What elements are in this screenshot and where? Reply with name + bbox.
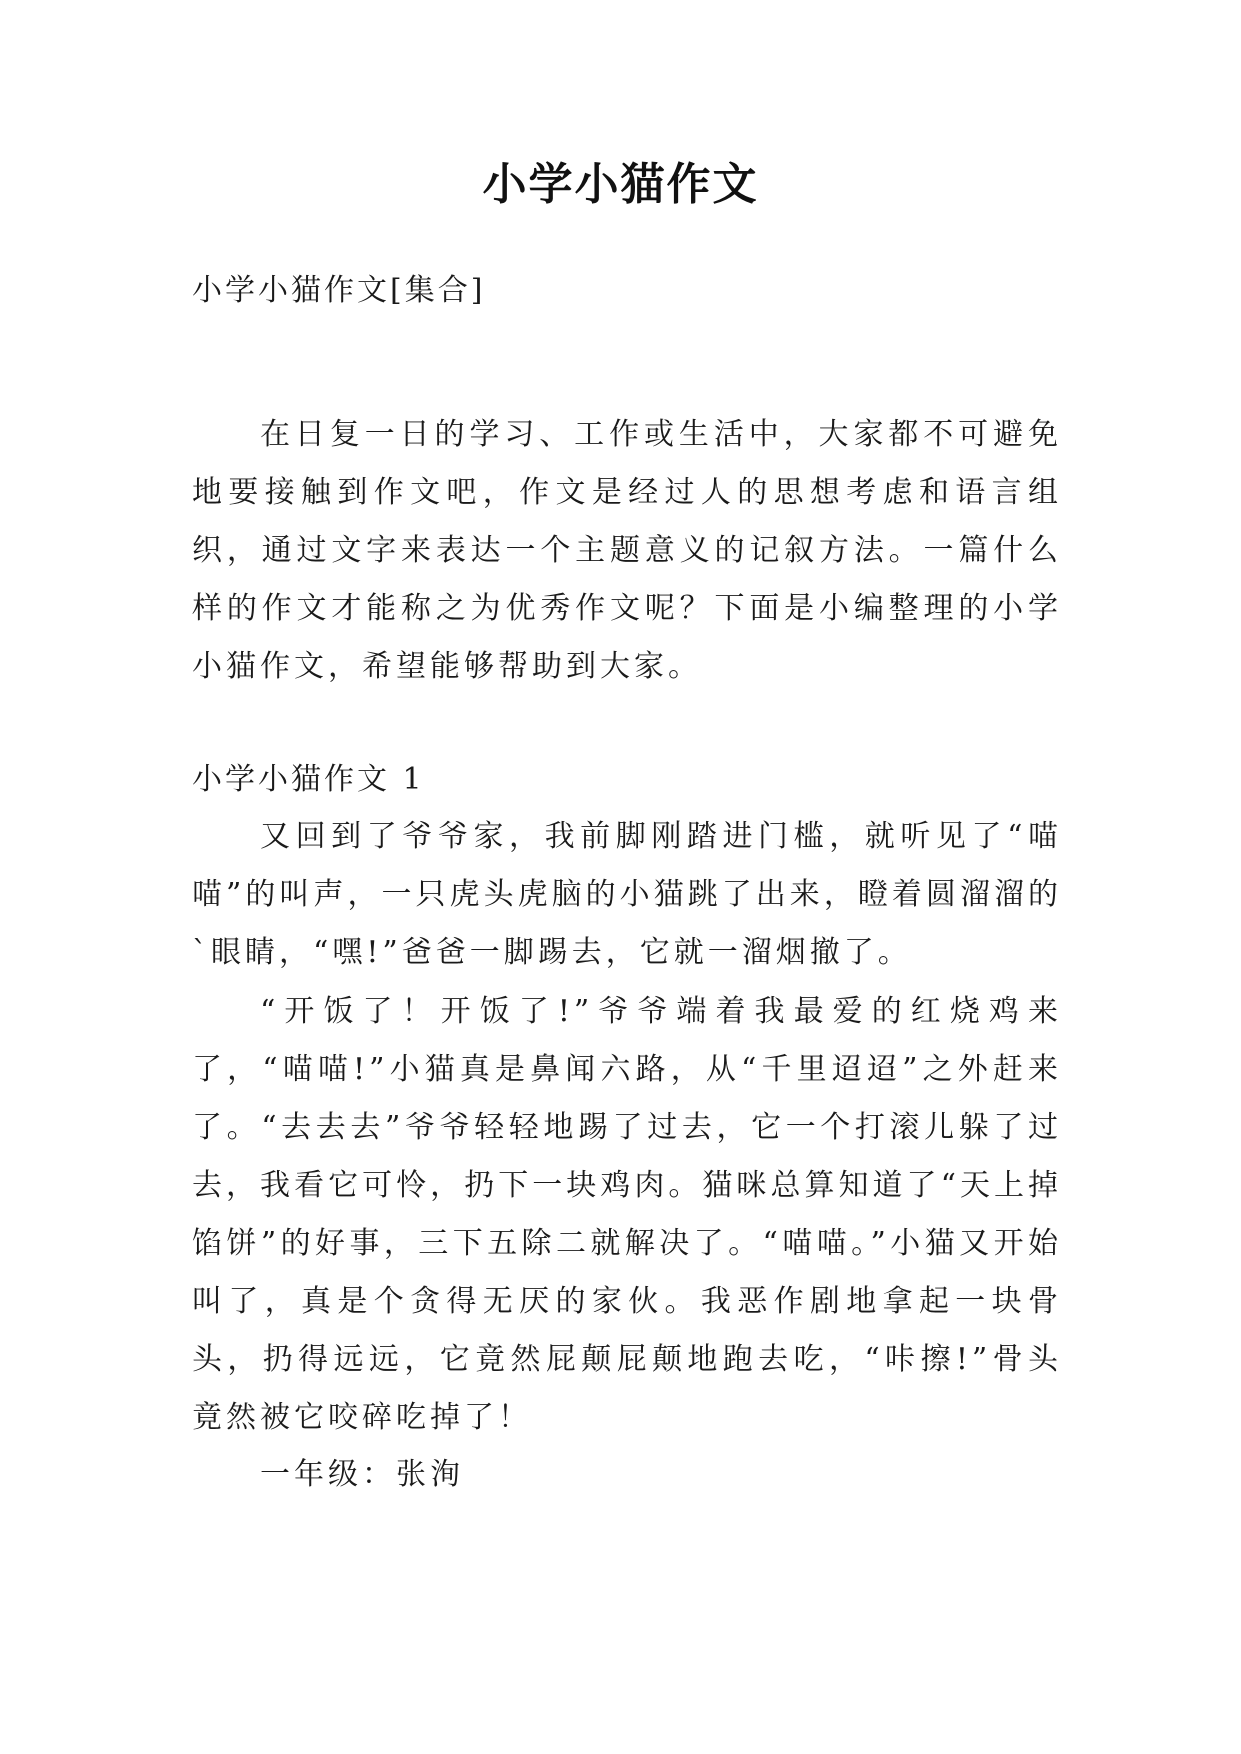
- intro-paragraph: 在日复一日的学习、工作或生活中，大家都不可避免地要接触到作文吧，作文是经过人的思想考虑和语言组织，通过文字来表达一个主题意义的记叙方法。一篇什么样的作文才能称之为优秀作文呢？下面是小编整理的小学小猫作文，希望能够帮助到大家。: [192, 417, 1062, 684]
- author-signature: 一年级：张洵: [260, 1457, 464, 1492]
- document-subtitle: 小学小猫作文[集合]: [192, 273, 486, 308]
- document-title: 小学小猫作文: [482, 159, 759, 210]
- essay-paragraph-2: “开饭了！开饭了!”爷爷端着我最爱的红烧鸡来了，“喵喵!”小猫真是鼻闻六路，从“千里迢迢”之外赶来了。“去去去”爷爷轻轻地踢了过去，它一个打滚儿躲了过去，我看它可怜，扔下一块鸡肉。猫咪总算知道了“天上掉馅饼”的好事，三下五除二就解决了。“喵喵。”小猫又开始叫了，真是个贪得无厌的家伙。我恶作剧地拿起一块骨头，扔得远远，它竟然屁颠屁颠地跑去吃，“咔擦!”骨头竟然被它咬碎吃掉了！: [192, 994, 1062, 1435]
- essay-paragraph-1: 又回到了爷爷家，我前脚刚踏进门槛，就听见了“喵喵”的叫声，一只虎头虎脑的小猫跳了出来，瞪着圆溜溜的`眼睛，“嘿!”爸爸一脚踢去，它就一溜烟撤了。: [192, 819, 1062, 970]
- essay-heading: 小学小猫作文 1: [192, 762, 425, 797]
